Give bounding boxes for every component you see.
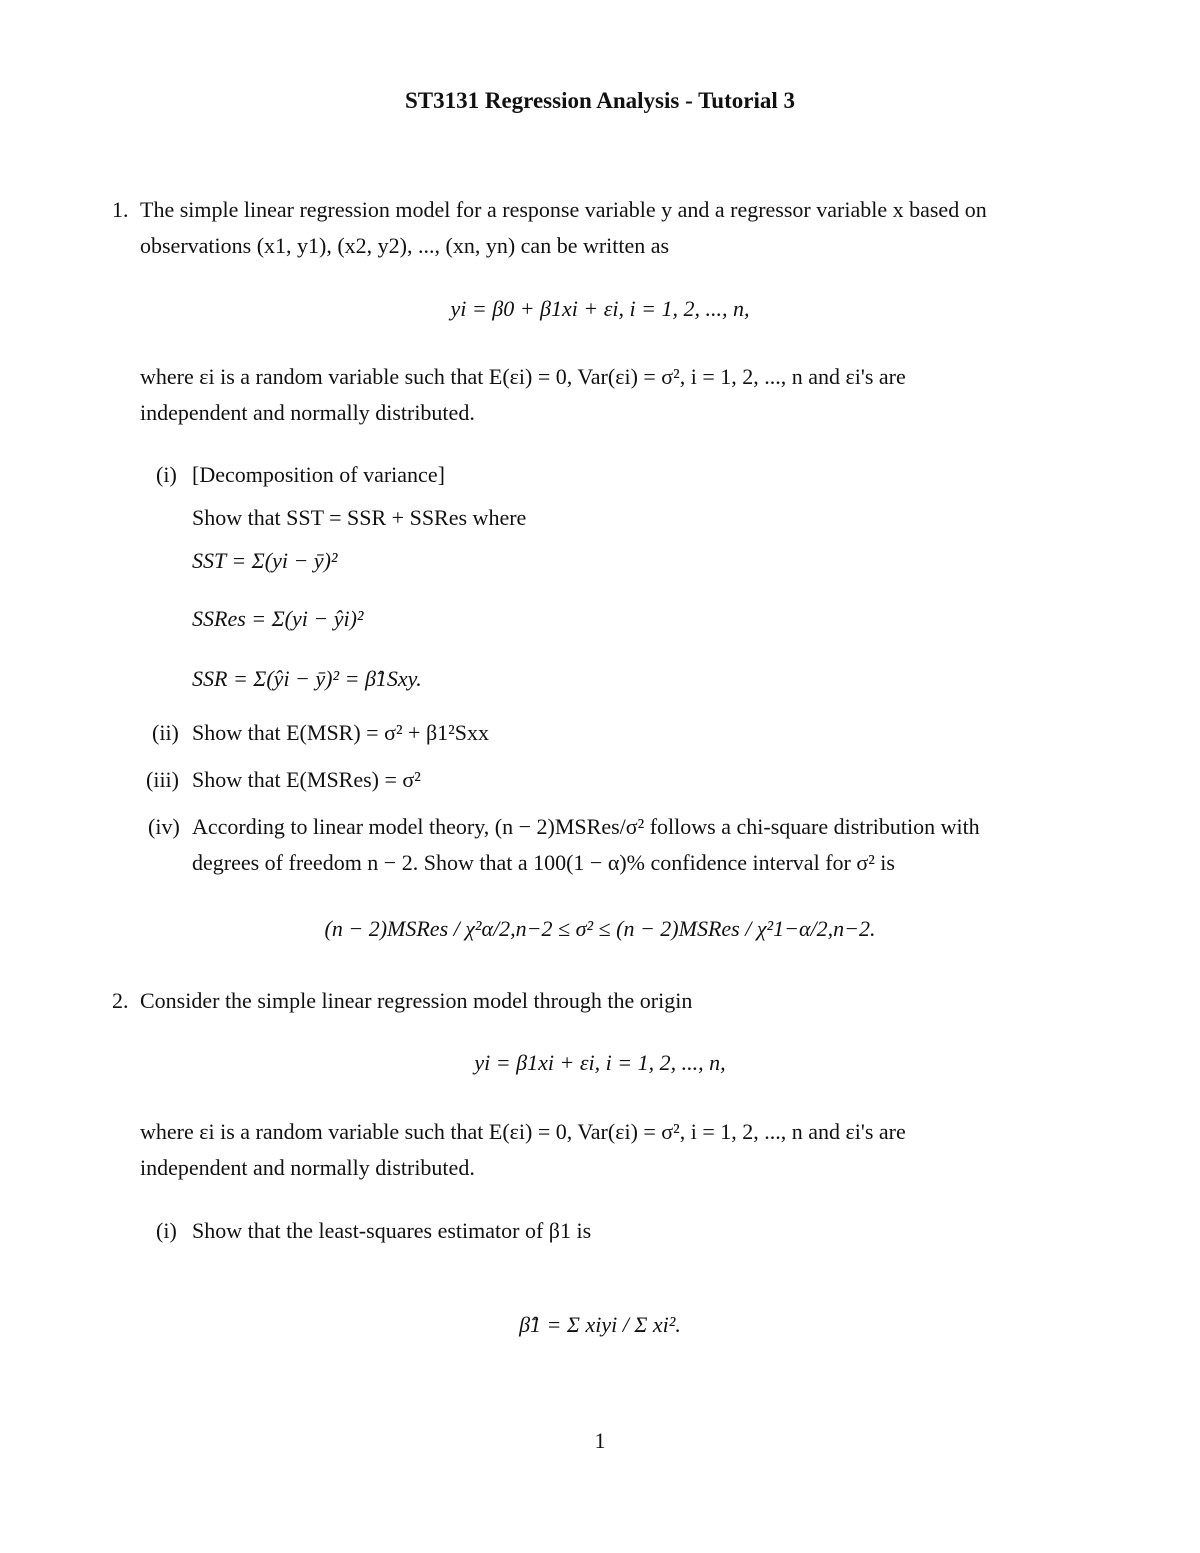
q2-number: 2. — [112, 988, 129, 1013]
q1-part-ii-text: Show that E(MSR) = σ² + β1²Sxx — [192, 720, 489, 745]
q2-model-equation: yi = β1xi + εi, i = 1, 2, ..., n, — [474, 1050, 726, 1075]
q1-part-ii-label: (ii) — [152, 720, 179, 745]
q1-sst-formula: SST = Σ(yi − ȳ)² — [192, 548, 338, 573]
q1-part-iii-label: (iii) — [146, 767, 179, 792]
q2-part-i-text: Show that the least-squares estimator of β1 is — [192, 1218, 592, 1243]
q2-part-i-label: (i) — [156, 1218, 177, 1243]
q1-part-iv-line1: According to linear model theory, (n − 2)MSRes/σ² follows a chi-square distribution with — [192, 814, 980, 839]
q2-where-line2: independent and normally distributed. — [140, 1155, 475, 1180]
page-number: 1 — [594, 1428, 606, 1453]
q1-ssres-formula: SSRes = Σ(yi − ŷi)² — [192, 606, 364, 631]
q1-intro-line2: observations (x1, y1), (x2, y2), ..., (xn, yn) can be written as — [140, 233, 670, 258]
q2-intro: Consider the simple linear regression model through the origin — [140, 988, 693, 1013]
q1-where-line1: where εi is a random variable such that E(εi) = 0, Var(εi) = σ², i = 1, 2, ..., n and εi's are — [140, 364, 906, 389]
q1-part-i-heading: [Decomposition of variance] — [192, 462, 445, 487]
page-title: ST3131 Regression Analysis - Tutorial 3 — [404, 88, 795, 113]
q1-part-iv-label: (iv) — [148, 814, 180, 839]
q1-confidence-interval-formula: (n − 2)MSRes / χ²α/2,n−2 ≤ σ² ≤ (n − 2)MSRes / χ²1−α/2,n−2. — [324, 916, 876, 941]
q1-part-iii-text: Show that E(MSRes) = σ² — [192, 767, 421, 792]
q1-part-i-label: (i) — [156, 462, 177, 487]
q1-part-iv-line2: degrees of freedom n − 2. Show that a 100(1 − α)% confidence interval for σ² is — [192, 850, 895, 875]
q1-intro-line1: The simple linear regression model for a response variable y and a regressor variable x based on — [140, 197, 987, 222]
q2-estimator-formula: β̂1 = Σ xiyi / Σ xi². — [519, 1312, 681, 1337]
q1-model-equation: yi = β0 + β1xi + εi, i = 1, 2, ..., n, — [450, 296, 750, 321]
q1-ssr-formula: SSR = Σ(ŷi − ȳ)² = β̂1Sxy. — [192, 666, 422, 691]
q1-where-line2: independent and normally distributed. — [140, 400, 475, 425]
q1-part-i-show: Show that SST = SSR + SSRes where — [192, 505, 527, 530]
q1-number: 1. — [112, 197, 129, 222]
q2-where-line1: where εi is a random variable such that E(εi) = 0, Var(εi) = σ², i = 1, 2, ..., n and εi's are — [140, 1119, 906, 1144]
